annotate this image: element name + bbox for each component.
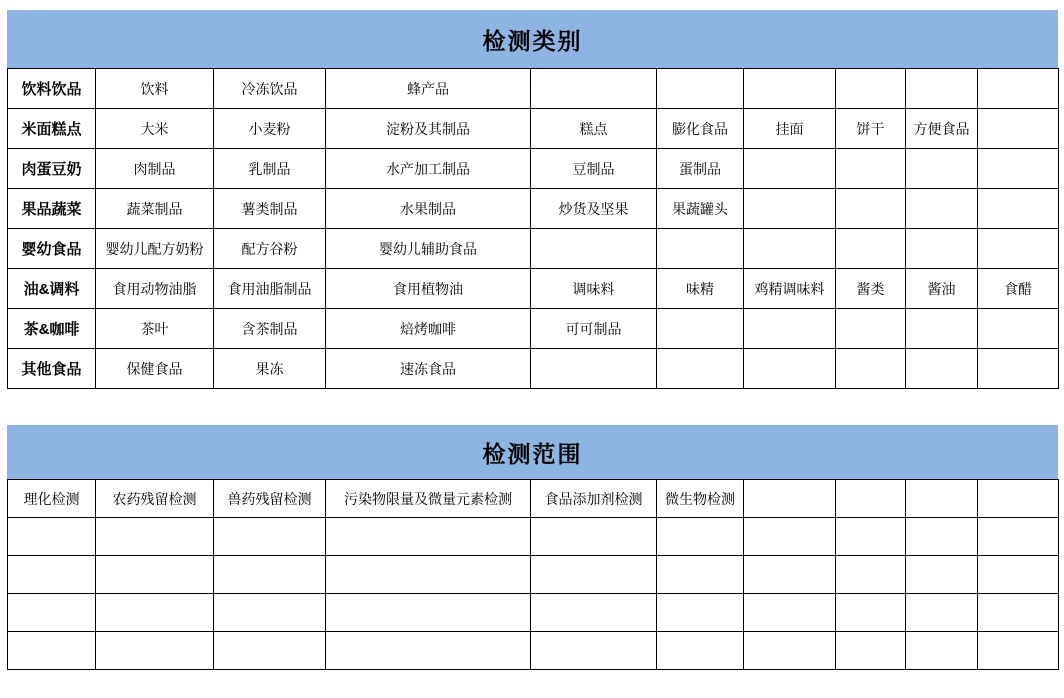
table-cell xyxy=(657,69,744,109)
table-cell xyxy=(531,556,657,594)
table-cell xyxy=(8,594,96,632)
table-cell xyxy=(836,69,906,109)
table-cell xyxy=(978,480,1059,518)
table-cell xyxy=(326,632,531,670)
table-cell: 大米 xyxy=(96,109,214,149)
table-cell xyxy=(744,309,836,349)
table-cell xyxy=(744,632,836,670)
table-cell: 薯类制品 xyxy=(214,189,326,229)
table-row xyxy=(8,594,1059,632)
table-cell xyxy=(657,229,744,269)
table-cell xyxy=(836,632,906,670)
table-cell xyxy=(836,480,906,518)
table-cell xyxy=(978,518,1059,556)
detection-category-title: 检测类别 xyxy=(7,10,1058,68)
table-cell xyxy=(744,229,836,269)
table-row xyxy=(8,69,1059,109)
table-cell xyxy=(744,594,836,632)
table-cell: 乳制品 xyxy=(214,149,326,189)
table-cell xyxy=(836,349,906,389)
table-cell: 微生物检测 xyxy=(657,480,744,518)
table-cell: 速冻食品 xyxy=(326,349,531,389)
table-cell: 淀粉及其制品 xyxy=(326,109,531,149)
detection-scope-table xyxy=(7,479,1059,670)
table-cell: 婴幼儿配方奶粉 xyxy=(96,229,214,269)
row-header-cell: 果品蔬菜 xyxy=(8,189,96,229)
row-header-cell: 饮料饮品 xyxy=(8,69,96,109)
table-cell xyxy=(531,69,657,109)
table-cell xyxy=(96,556,214,594)
table-cell xyxy=(906,229,978,269)
table-cell: 配方谷粉 xyxy=(214,229,326,269)
table-cell: 饮料 xyxy=(96,69,214,109)
table-cell: 食品添加剂检测 xyxy=(531,480,657,518)
table-row xyxy=(8,632,1059,670)
table-cell xyxy=(906,149,978,189)
table-cell xyxy=(214,518,326,556)
table-cell xyxy=(906,349,978,389)
table-cell xyxy=(836,229,906,269)
table-cell: 水产加工制品 xyxy=(326,149,531,189)
table-cell xyxy=(744,556,836,594)
table-cell: 小麦粉 xyxy=(214,109,326,149)
table-cell xyxy=(326,594,531,632)
row-header-cell: 油&调料 xyxy=(8,269,96,309)
row-header-cell: 婴幼食品 xyxy=(8,229,96,269)
table-cell: 茶叶 xyxy=(96,309,214,349)
table-cell xyxy=(906,309,978,349)
table-cell: 调味料 xyxy=(531,269,657,309)
table-cell xyxy=(836,309,906,349)
table-cell: 果冻 xyxy=(214,349,326,389)
table-cell xyxy=(836,518,906,556)
table-row xyxy=(8,518,1059,556)
table-cell xyxy=(531,229,657,269)
table-cell xyxy=(657,309,744,349)
table-cell: 水果制品 xyxy=(326,189,531,229)
table-cell xyxy=(906,189,978,229)
table-cell xyxy=(906,518,978,556)
table-cell xyxy=(96,518,214,556)
table-cell: 食用动物油脂 xyxy=(96,269,214,309)
table-cell: 饼干 xyxy=(836,109,906,149)
table-cell xyxy=(657,632,744,670)
table-cell: 蜂产品 xyxy=(326,69,531,109)
table-cell xyxy=(744,518,836,556)
detection-category-table xyxy=(7,68,1059,389)
table-row xyxy=(8,269,1059,309)
table-cell: 鸡精调味料 xyxy=(744,269,836,309)
table-cell xyxy=(96,594,214,632)
table-row xyxy=(8,556,1059,594)
table-cell xyxy=(906,594,978,632)
table-cell xyxy=(214,556,326,594)
table-cell xyxy=(326,518,531,556)
row-header-cell: 米面糕点 xyxy=(8,109,96,149)
table-cell: 肉制品 xyxy=(96,149,214,189)
detection-scope-section xyxy=(7,425,1058,670)
table-cell: 膨化食品 xyxy=(657,109,744,149)
table-cell: 蛋制品 xyxy=(657,149,744,189)
table-cell xyxy=(978,189,1059,229)
table-row xyxy=(8,109,1059,149)
row-header-cell: 其他食品 xyxy=(8,349,96,389)
table-cell: 兽药残留检测 xyxy=(214,480,326,518)
table-row xyxy=(8,149,1059,189)
table-cell: 理化检测 xyxy=(8,480,96,518)
table-cell xyxy=(657,349,744,389)
table-cell xyxy=(531,632,657,670)
row-header-cell: 茶&咖啡 xyxy=(8,309,96,349)
table-cell: 可可制品 xyxy=(531,309,657,349)
table-cell xyxy=(836,189,906,229)
row-header-cell: 肉蛋豆奶 xyxy=(8,149,96,189)
table-cell: 味精 xyxy=(657,269,744,309)
table-cell xyxy=(744,349,836,389)
table-cell xyxy=(8,632,96,670)
table-cell xyxy=(978,149,1059,189)
table-cell xyxy=(836,149,906,189)
table-cell xyxy=(906,69,978,109)
table-cell xyxy=(906,556,978,594)
table-cell: 炒货及坚果 xyxy=(531,189,657,229)
table-cell xyxy=(978,349,1059,389)
table-row xyxy=(8,229,1059,269)
table-cell: 焙烤咖啡 xyxy=(326,309,531,349)
table-cell: 糕点 xyxy=(531,109,657,149)
table-cell xyxy=(744,480,836,518)
table-cell xyxy=(906,480,978,518)
table-cell: 果蔬罐头 xyxy=(657,189,744,229)
table-cell: 豆制品 xyxy=(531,149,657,189)
detection-scope-title: 检测范围 xyxy=(7,425,1058,479)
table-cell xyxy=(531,349,657,389)
table-cell: 酱油 xyxy=(906,269,978,309)
table-cell xyxy=(96,632,214,670)
table-cell xyxy=(978,556,1059,594)
table-cell xyxy=(906,632,978,670)
table-cell xyxy=(978,309,1059,349)
table-cell: 食醋 xyxy=(978,269,1059,309)
table-cell xyxy=(657,594,744,632)
table-cell: 食用油脂制品 xyxy=(214,269,326,309)
table-cell: 污染物限量及微量元素检测 xyxy=(326,480,531,518)
table-cell xyxy=(8,556,96,594)
table-cell xyxy=(657,518,744,556)
table-cell xyxy=(326,556,531,594)
table-cell xyxy=(744,69,836,109)
table-cell xyxy=(744,149,836,189)
table-cell: 酱类 xyxy=(836,269,906,309)
table-cell: 蔬菜制品 xyxy=(96,189,214,229)
detection-category-section xyxy=(7,10,1058,389)
table-cell: 婴幼儿辅助食品 xyxy=(326,229,531,269)
table-cell xyxy=(214,594,326,632)
table-cell: 食用植物油 xyxy=(326,269,531,309)
table-row xyxy=(8,349,1059,389)
table-cell xyxy=(531,518,657,556)
table-cell xyxy=(978,229,1059,269)
table-cell xyxy=(744,189,836,229)
table-cell xyxy=(214,632,326,670)
table-cell xyxy=(531,594,657,632)
table-cell xyxy=(978,594,1059,632)
table-cell xyxy=(978,109,1059,149)
table-cell xyxy=(978,69,1059,109)
table-cell: 含茶制品 xyxy=(214,309,326,349)
table-row xyxy=(8,480,1059,518)
table-cell: 冷冻饮品 xyxy=(214,69,326,109)
table-cell xyxy=(657,556,744,594)
table-cell xyxy=(836,556,906,594)
table-cell: 挂面 xyxy=(744,109,836,149)
table-cell: 方便食品 xyxy=(906,109,978,149)
table-cell xyxy=(836,594,906,632)
table-row xyxy=(8,309,1059,349)
table-cell xyxy=(978,632,1059,670)
table-cell: 保健食品 xyxy=(96,349,214,389)
table-row xyxy=(8,189,1059,229)
table-cell xyxy=(8,518,96,556)
table-cell: 农药残留检测 xyxy=(96,480,214,518)
